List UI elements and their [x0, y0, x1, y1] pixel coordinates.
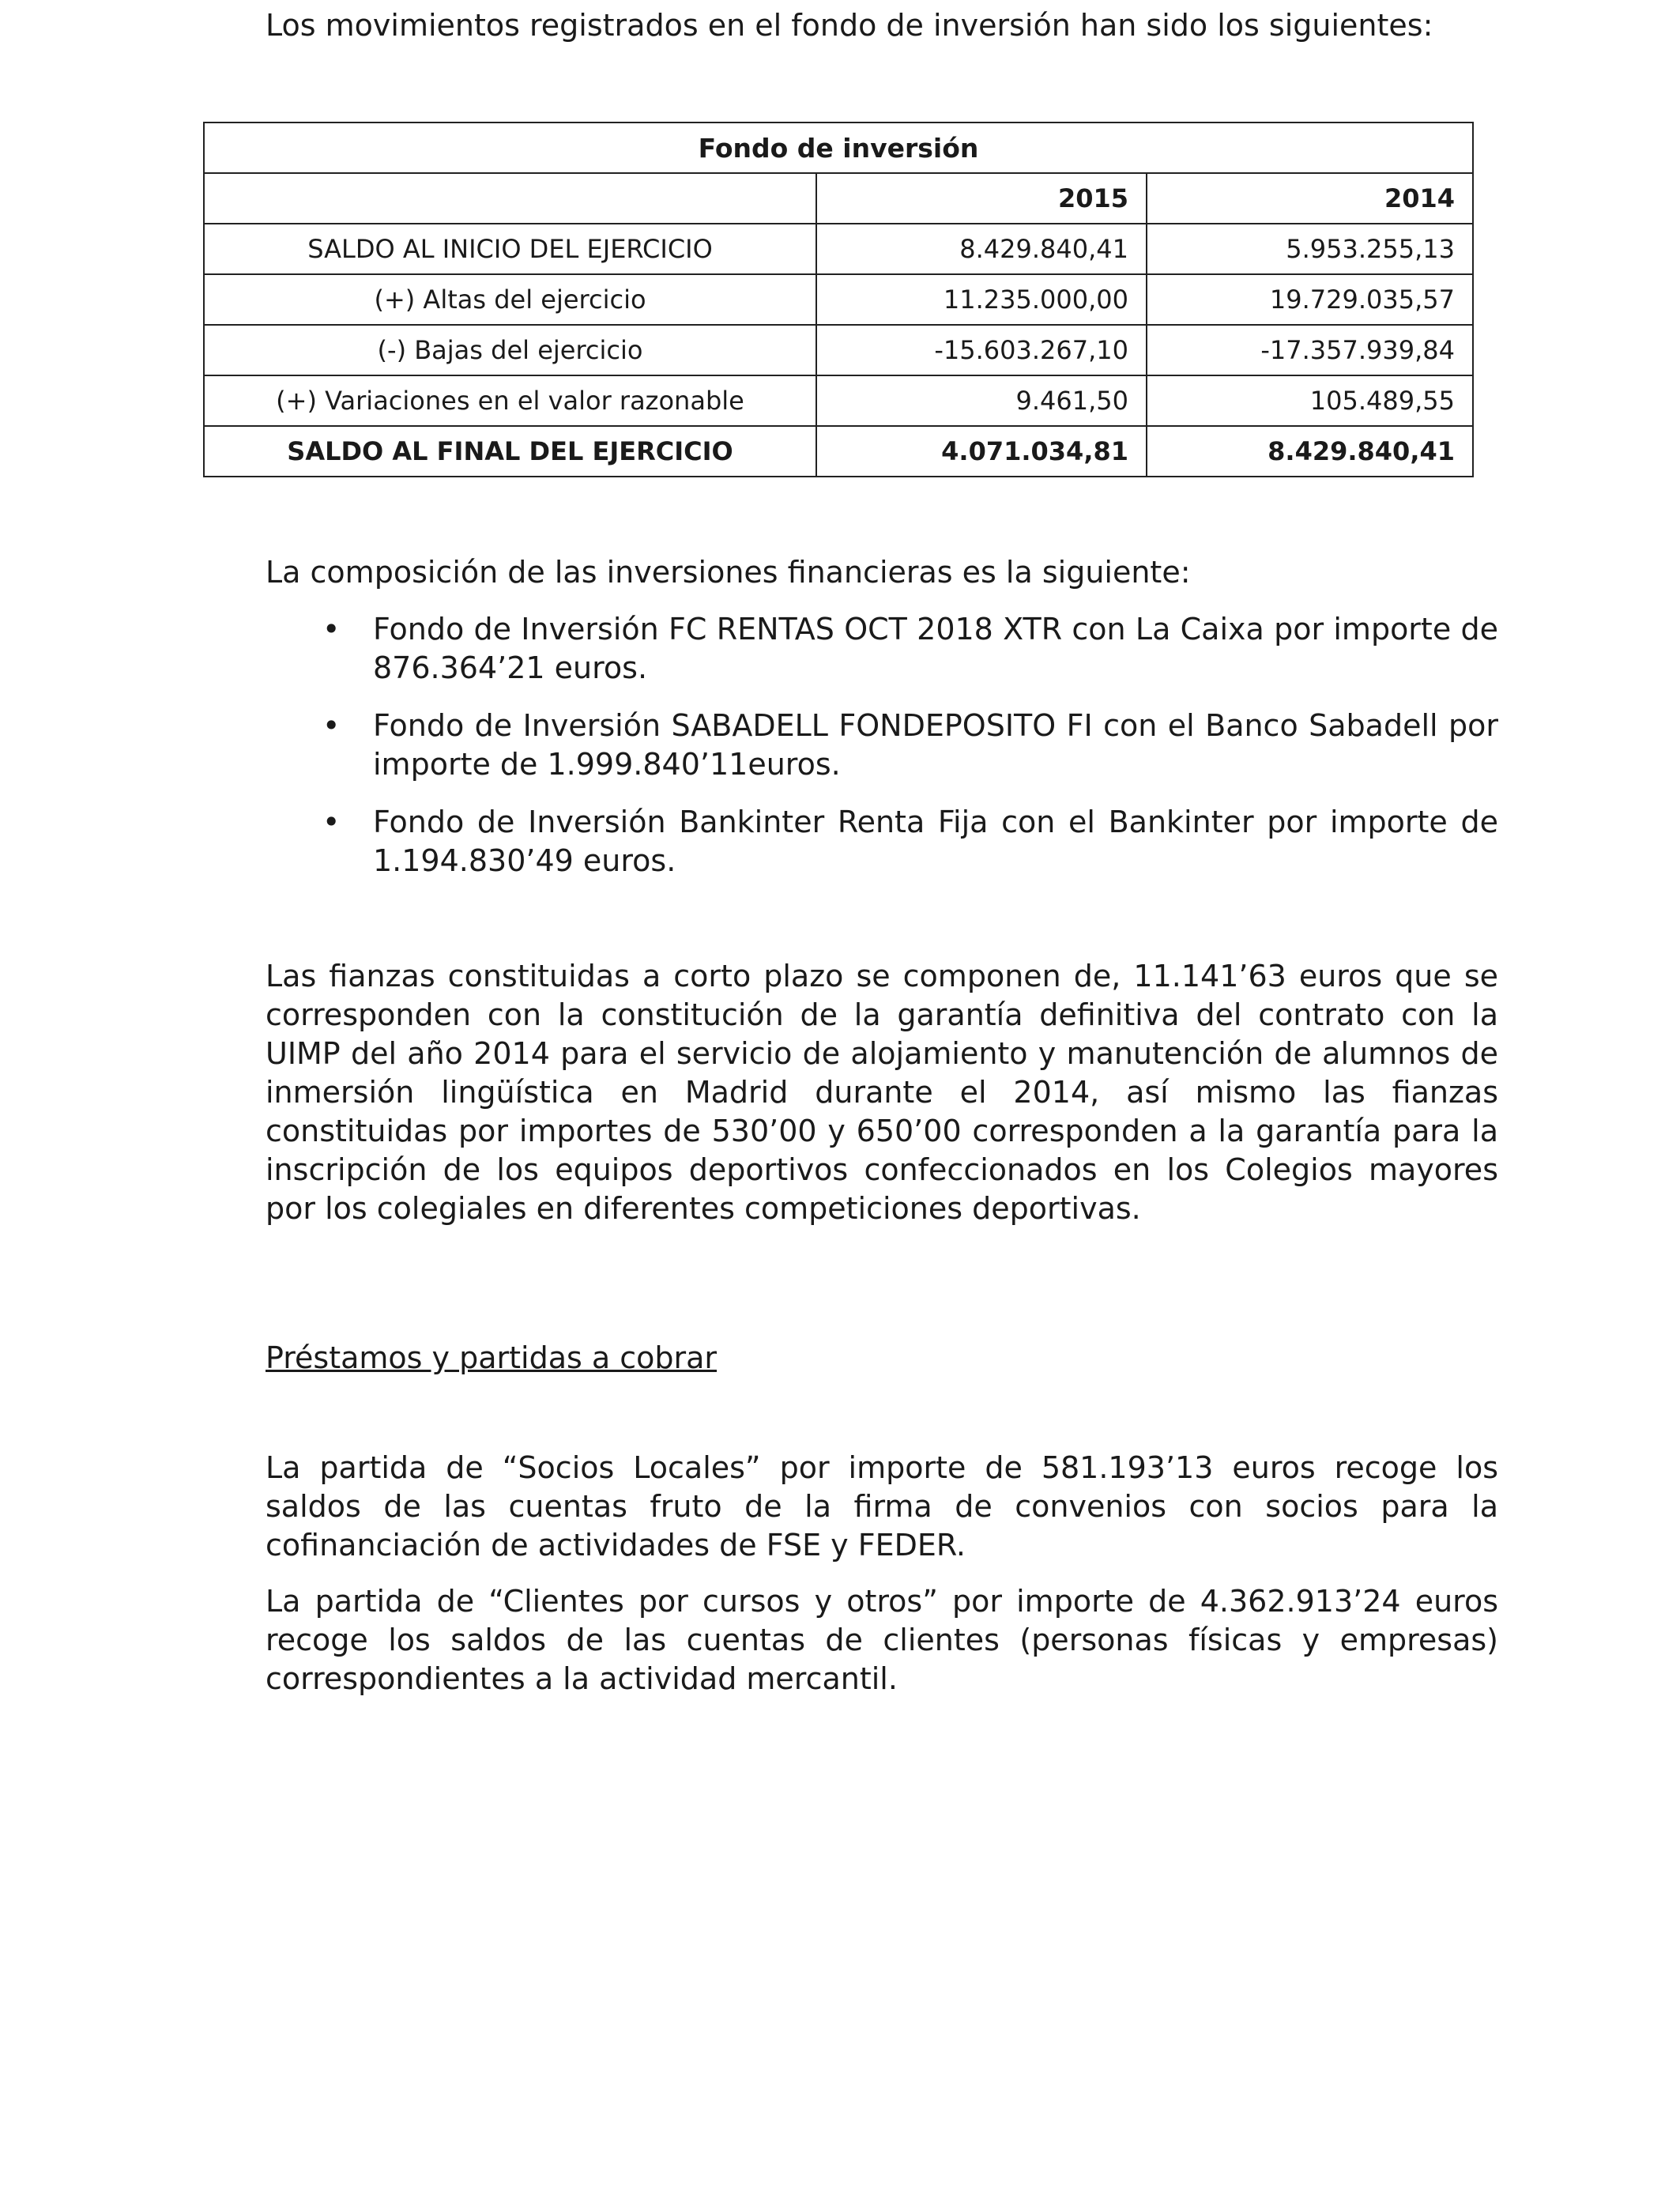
empty-header-cell — [204, 173, 816, 224]
row-label: SALDO AL FINAL DEL EJERCICIO — [204, 426, 816, 477]
value-2014: 19.729.035,57 — [1147, 274, 1473, 325]
list-item — [266, 803, 1498, 880]
list-item-text: Fondo de Inversión SABADELL FONDEPOSITO FI con el Banco Sabadell por importe de 1.999.840’11euros. — [373, 708, 1498, 782]
list-item — [266, 707, 1498, 784]
intro-paragraph: Los movimientos registrados en el fondo de inversión han sido los siguientes: — [266, 8, 1433, 43]
list-item-text: Fondo de Inversión FC RENTAS OCT 2018 XTR con La Caixa por importe de 876.364’21 euros. — [373, 612, 1498, 685]
investment-list — [266, 610, 1498, 899]
clientes-paragraph: La partida de “Clientes por cursos y otros” por importe de 4.362.913’24 euros recoge los saldos de las cuentas de clientes (personas físicas y empresas) correspondientes a la actividad mercantil. — [266, 1584, 1498, 1696]
value-2014: 105.489,55 — [1147, 375, 1473, 426]
value-2015: 8.429.840,41 — [816, 224, 1147, 274]
value-2015: 4.071.034,81 — [816, 426, 1147, 477]
table-header-row — [204, 173, 1473, 224]
value-2015: -15.603.267,10 — [816, 325, 1147, 375]
bullet-icon: • — [322, 708, 341, 743]
table-row — [204, 375, 1473, 426]
bullet-icon: • — [322, 805, 341, 839]
socios-paragraph: La partida de “Socios Locales” por importe de 581.193’13 euros recoge los saldos de las cuentas fruto de la firma de convenios con socios para la cofinanciación de actividades de FSE y FEDER. — [266, 1450, 1498, 1563]
value-2014: 5.953.255,13 — [1147, 224, 1473, 274]
table-row — [204, 274, 1473, 325]
section-heading: Préstamos y partidas a cobrar — [266, 1340, 718, 1375]
table-title: Fondo de inversión — [204, 123, 1473, 173]
list-item-text: Fondo de Inversión Bankinter Renta Fija con el Bankinter por importe de 1.194.830’49 euros. — [373, 805, 1498, 878]
bullet-icon: • — [322, 612, 341, 647]
table-row — [204, 325, 1473, 375]
list-item — [266, 610, 1498, 688]
composition-paragraph: La composición de las inversiones financieras es la siguiente: — [266, 555, 1191, 590]
table-row — [204, 224, 1473, 274]
year-header-2014: 2014 — [1147, 173, 1473, 224]
row-label: (+) Variaciones en el valor razonable — [204, 375, 816, 426]
fianzas-paragraph: Las fianzas constituidas a corto plazo se componen de, 11.141’63 euros que se corresponden con la constitución de la garantía definitiva del contrato con la UIMP del año 2014 para el servicio de alojamiento y manutención de alumnos de inmersión lingüística en Madrid durante el 2014, así mismo las fianzas constituidas por importes de 530’00 y 650’00 corresponden a la garantía para la inscripción de los equipos deportivos confeccionados en los Colegios mayores por los colegiales en diferentes competiciones deportivas. — [266, 959, 1498, 1226]
row-label: SALDO AL INICIO DEL EJERCICIO — [204, 224, 816, 274]
row-label: (+) Altas del ejercicio — [204, 274, 816, 325]
investment-fund-table — [203, 122, 1474, 477]
value-2014: -17.357.939,84 — [1147, 325, 1473, 375]
year-header-2015: 2015 — [816, 173, 1147, 224]
value-2014: 8.429.840,41 — [1147, 426, 1473, 477]
value-2015: 9.461,50 — [816, 375, 1147, 426]
table-title-row — [204, 123, 1473, 173]
value-2015: 11.235.000,00 — [816, 274, 1147, 325]
row-label: (-) Bajas del ejercicio — [204, 325, 816, 375]
table-total-row — [204, 426, 1473, 477]
